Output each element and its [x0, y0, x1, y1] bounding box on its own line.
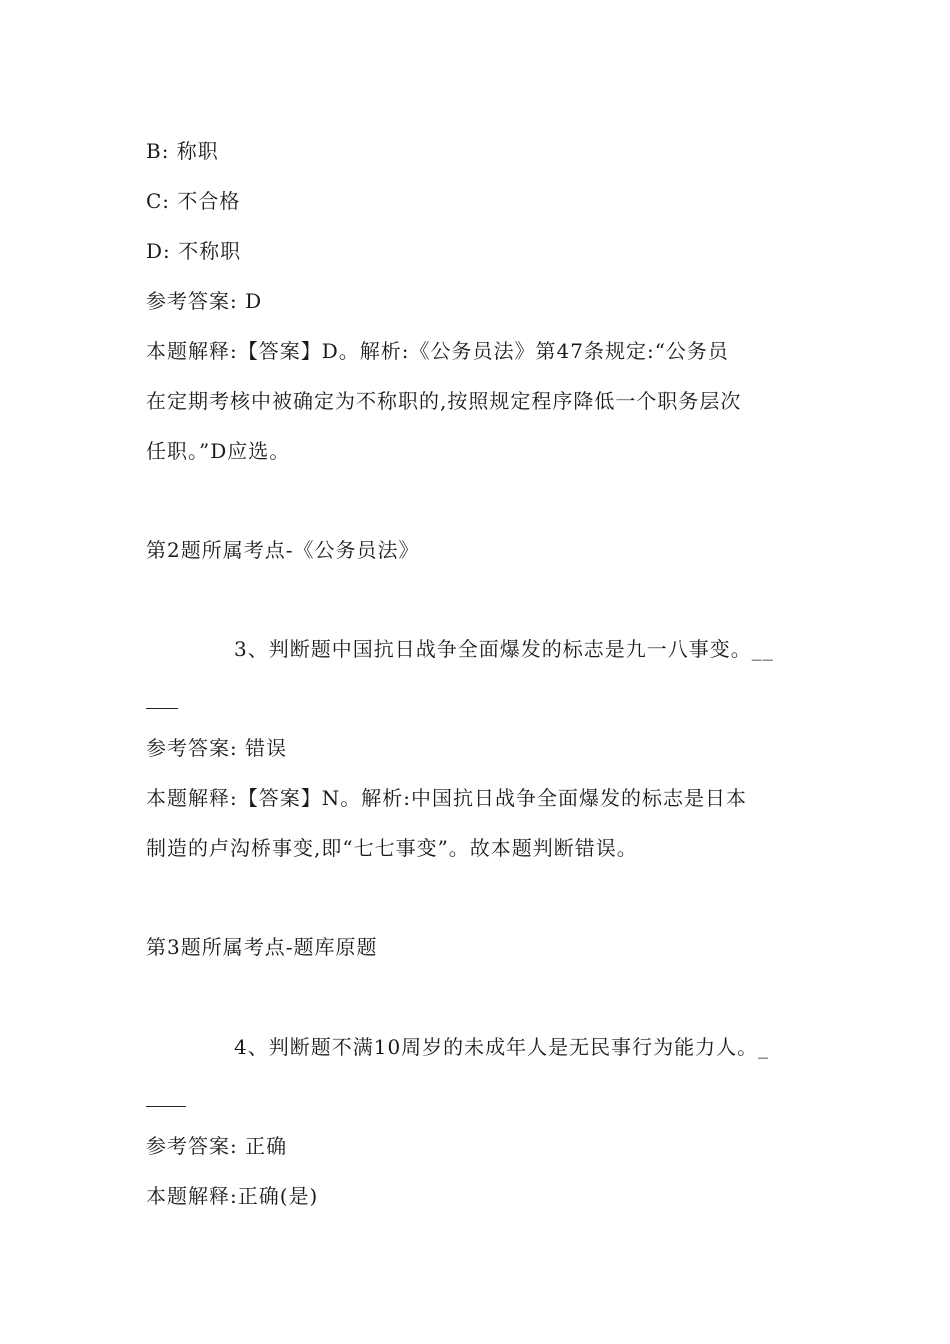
- q4-question: 4、判断题不满10周岁的未成年人是无民事行为能力人。_: [234, 1035, 770, 1059]
- q3-answer: 参考答案: 错误: [146, 736, 288, 760]
- q1-answer: 参考答案: D: [146, 289, 263, 313]
- q1-explanation-line-2: 在定期考核中被确定为不称职的,按照规定程序降低一个职务层次: [146, 389, 742, 413]
- q3-explanation-line-1: 本题解释:【答案】N。解析:中国抗日战争全面爆发的标志是日本: [146, 786, 747, 810]
- q3-answer-blank: [146, 708, 178, 709]
- q3-question: 3、判断题中国抗日战争全面爆发的标志是九一八事变。__: [234, 637, 774, 661]
- option-d: D: 不称职: [146, 239, 242, 263]
- option-c: C: 不合格: [146, 189, 241, 213]
- q1-explanation-line-3: 任职。”D应选。: [146, 439, 291, 463]
- q4-answer-blank: [146, 1106, 186, 1107]
- q4-answer: 参考答案: 正确: [146, 1134, 288, 1158]
- option-b: B: 称职: [146, 139, 219, 163]
- q2-topic: 第2题所属考点-《公务员法》: [146, 538, 420, 562]
- q3-topic: 第3题所属考点-题库原题: [146, 935, 378, 959]
- q3-explanation-line-2: 制造的卢沟桥事变,即“七七事变”。故本题判断错误。: [146, 836, 638, 860]
- q1-explanation-line-1: 本题解释:【答案】D。解析:《公务员法》第47条规定:“公务员: [146, 339, 729, 363]
- q4-explanation: 本题解释:正确(是): [146, 1184, 319, 1208]
